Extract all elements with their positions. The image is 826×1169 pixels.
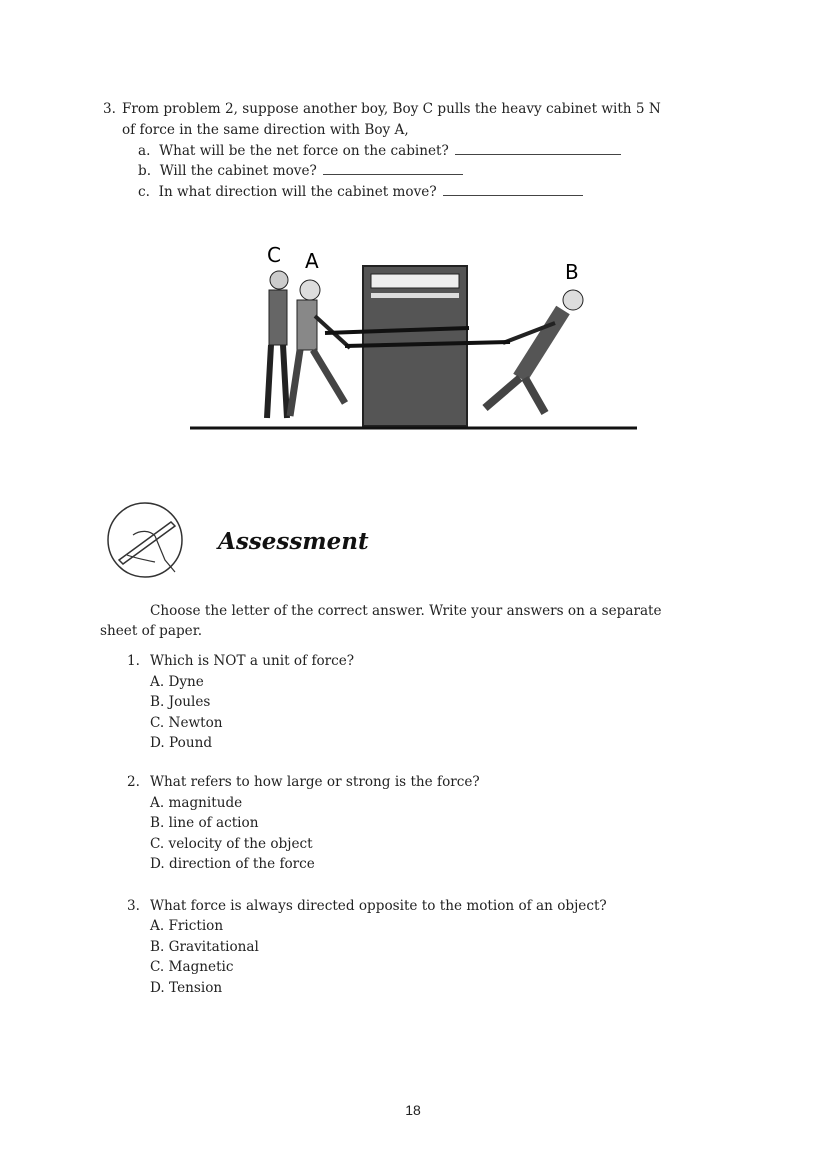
problem3-number: 3. (103, 101, 116, 117)
question-text: What force is always directed opposite to the motion of an object? (150, 898, 607, 914)
label-a: A (305, 249, 319, 273)
choice: C. Newton (150, 715, 223, 731)
answer-blank-a[interactable] (455, 142, 621, 155)
choice: D. Tension (150, 980, 223, 996)
question-number: 3. (127, 898, 140, 914)
problem3-part-a (138, 141, 621, 161)
answer-blank-b[interactable] (323, 162, 463, 175)
tug-of-war-illustration (185, 238, 640, 433)
question-number: 2. (127, 774, 140, 790)
part-text: What will be the net force on the cabinet? (159, 143, 449, 159)
label-c: C (267, 243, 281, 267)
part-text: Will the cabinet move? (159, 163, 317, 179)
choice: A. Friction (150, 918, 224, 934)
part-text: In what direction will the cabinet move? (158, 184, 437, 200)
choice: B. Gravitational (150, 939, 259, 955)
choice: B. line of action (150, 815, 259, 831)
answer-blank-c[interactable] (443, 183, 583, 196)
problem3-text-line2: of force in the same direction with Boy A, (122, 122, 409, 138)
instructions-line1: Choose the letter of the correct answer. Write your answers on a separate (150, 603, 662, 619)
choice: C. Magnetic (150, 959, 234, 975)
boy-a (290, 280, 350, 416)
pencil-writing-icon (105, 500, 185, 580)
page-number: 18 (405, 1102, 421, 1118)
choice: C. velocity of the object (150, 836, 313, 852)
label-b: B (565, 260, 579, 284)
choice: D. direction of the force (150, 856, 315, 872)
boy-c (267, 271, 288, 418)
choice: A. Dyne (150, 674, 204, 690)
part-letter: a. (138, 143, 151, 159)
boy-b (485, 290, 583, 413)
choice: B. Joules (150, 694, 211, 710)
question-text: What refers to how large or strong is the force? (150, 774, 480, 790)
choice: A. magnitude (150, 795, 243, 811)
problem3-text-line1: From problem 2, suppose another boy, Boy C pulls the heavy cabinet with 5 N (122, 101, 661, 117)
problem3-part-b (138, 161, 463, 181)
instructions-line2: sheet of paper. (100, 623, 203, 639)
choice: D. Pound (150, 735, 213, 751)
part-letter: b. (138, 163, 152, 179)
question-number: 1. (127, 653, 140, 669)
part-letter: c. (138, 184, 150, 200)
assessment-title: Assessment (218, 528, 369, 555)
problem3-part-c (138, 182, 583, 202)
question-text: Which is NOT a unit of force? (150, 653, 355, 669)
